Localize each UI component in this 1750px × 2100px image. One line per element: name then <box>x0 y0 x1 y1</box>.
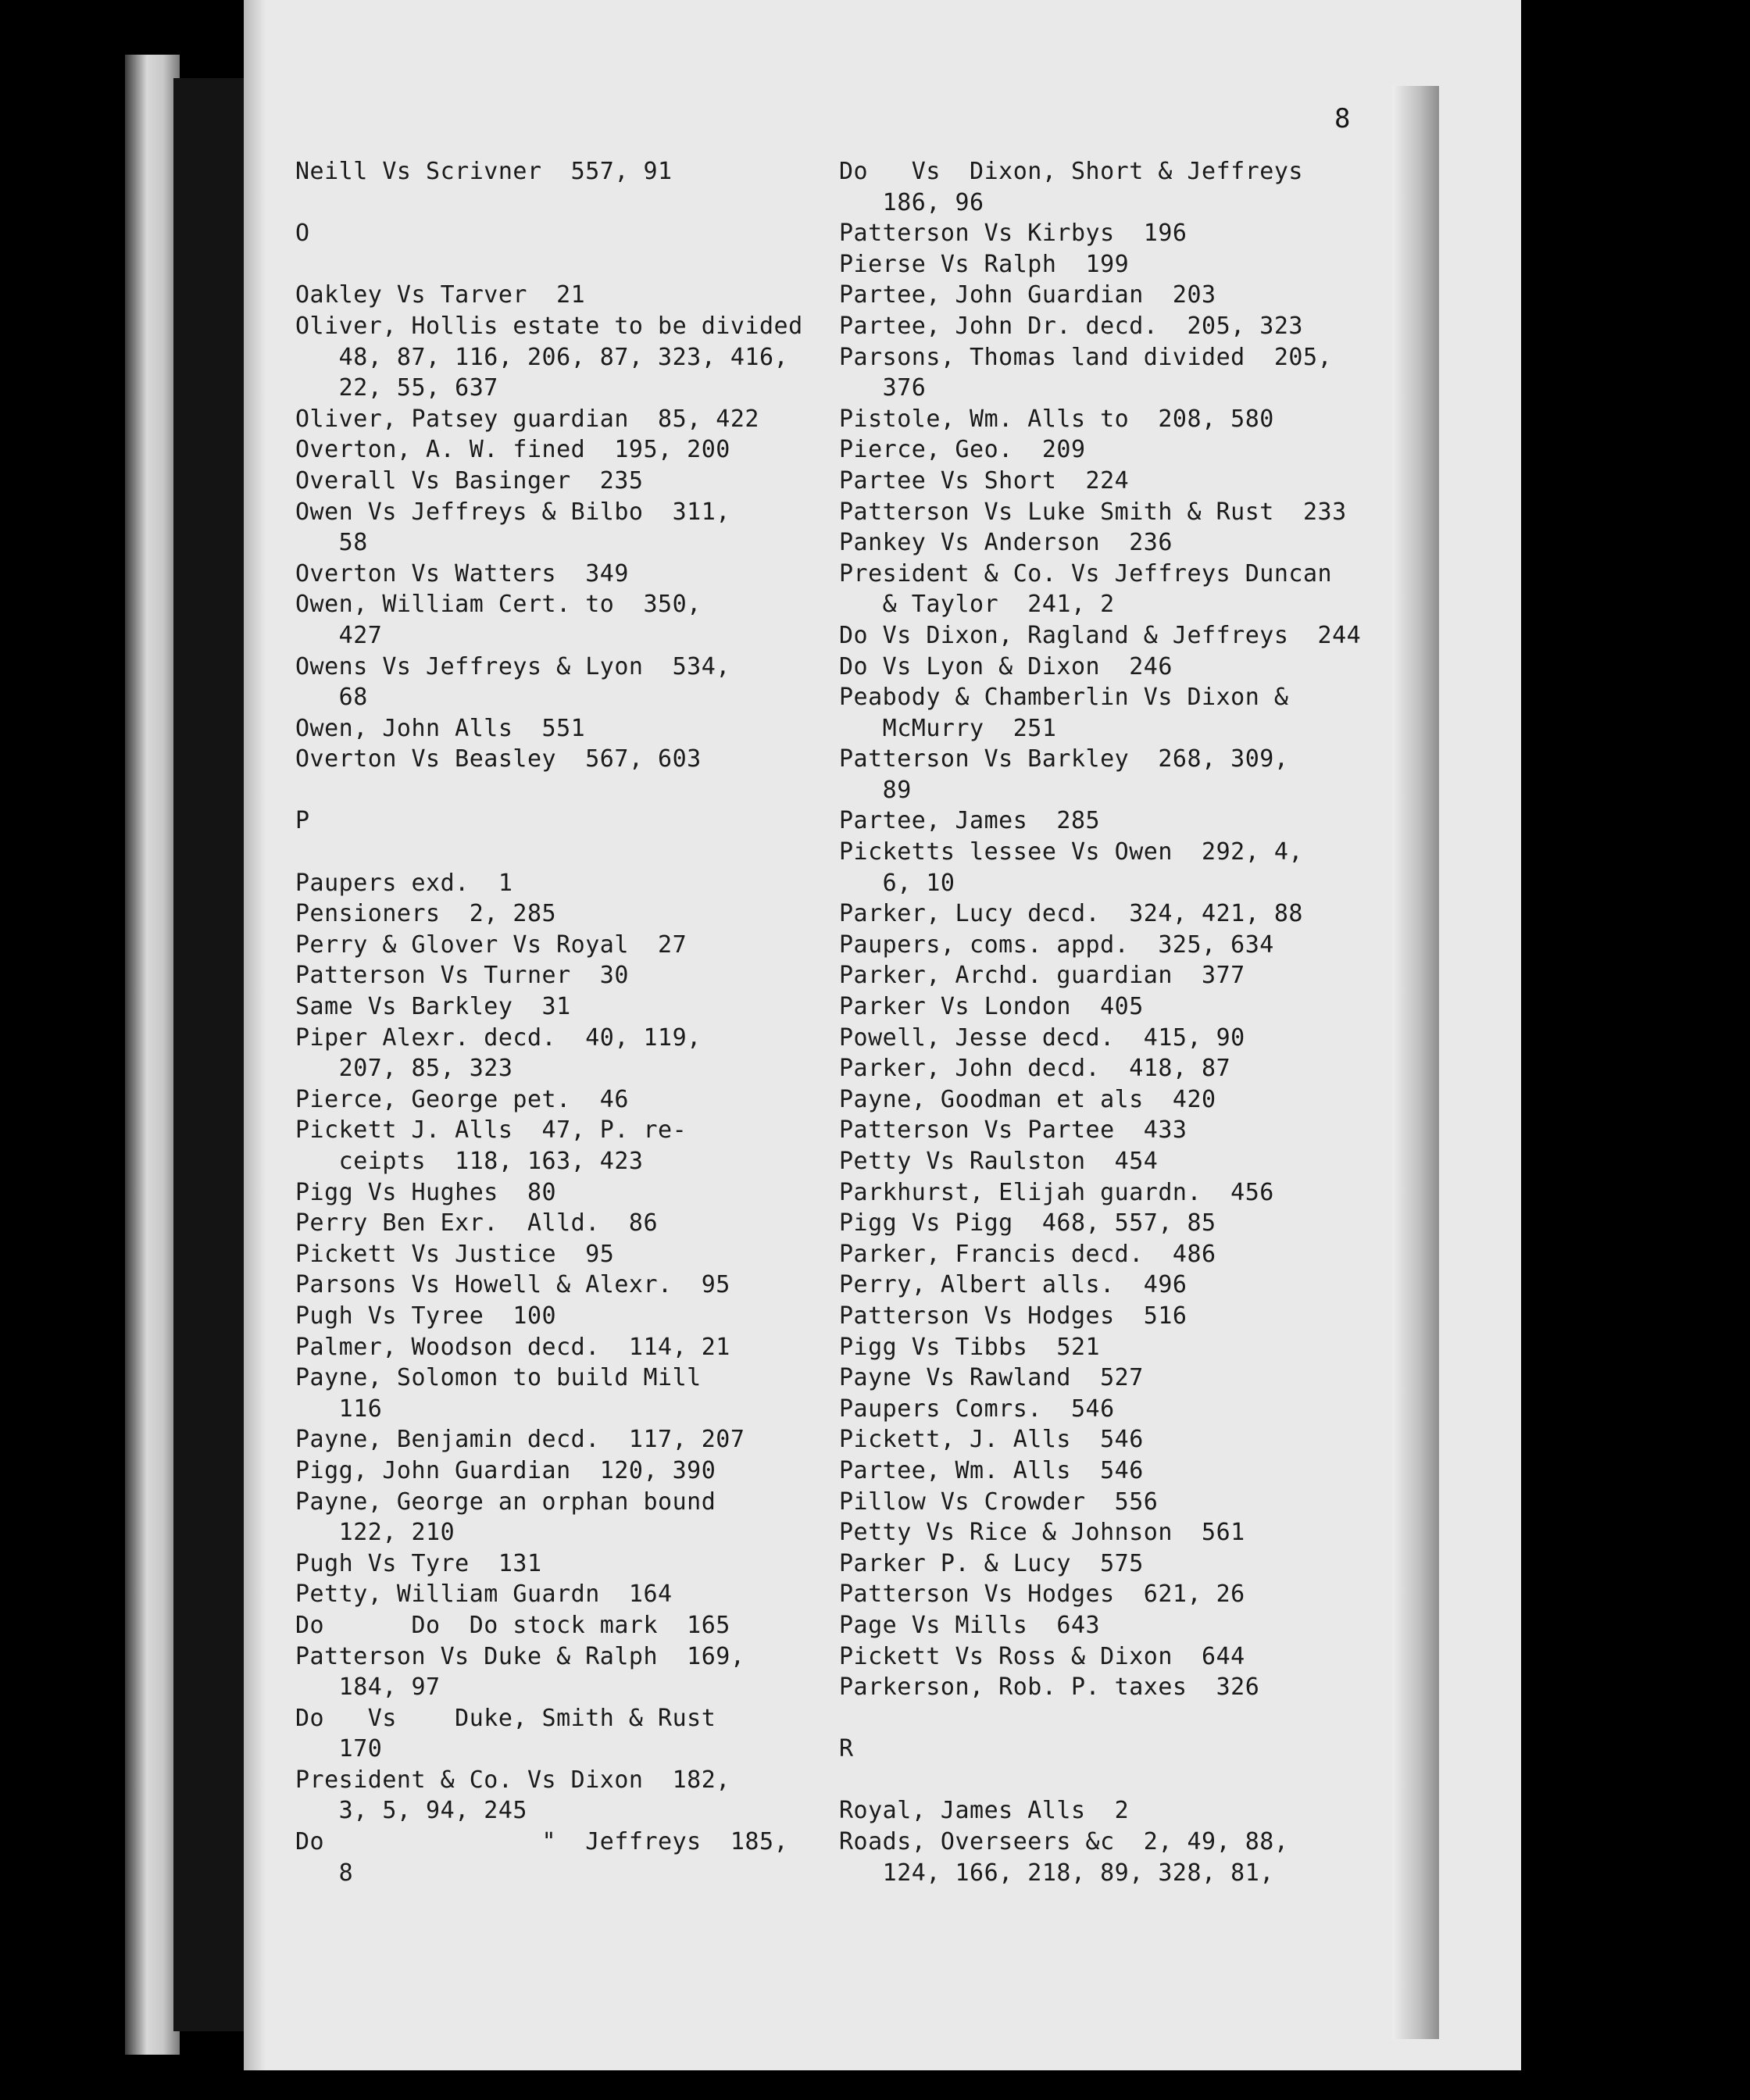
left-column-entry <box>295 775 842 806</box>
left-column-entry: Pugh Vs Tyre 131 <box>295 1549 542 1577</box>
left-column-entry: Parsons Vs Howell & Alexr. 95 <box>295 1271 730 1299</box>
left-column-entry: O <box>295 220 310 248</box>
left-column-entry: 3, 5, 94, 245 <box>295 1797 527 1825</box>
left-column-entry: Perry Ben Exr. Alld. 86 <box>295 1209 659 1238</box>
right-column-entry: Do Vs Lyon & Dixon 246 <box>839 652 1173 680</box>
right-column-entry: Partee Vs Short 224 <box>839 466 1130 495</box>
right-column-entry: Pickett Vs Ross & Dixon 644 <box>839 1642 1245 1670</box>
left-column-entry: 427 <box>295 621 383 649</box>
right-column-entry: Pillow Vs Crowder 556 <box>839 1488 1159 1516</box>
left-column-entry: Pensioners 2, 285 <box>295 900 557 928</box>
right-column-entry: Pierce, Geo. 209 <box>839 436 1086 464</box>
right-column-entry: Partee, Wm. Alls 546 <box>839 1456 1144 1484</box>
right-column-entry: Partee, James 285 <box>839 807 1101 835</box>
right-column-entry: Parker P. & Lucy 575 <box>839 1549 1144 1577</box>
left-column-entry: Patterson Vs Turner 30 <box>295 962 629 990</box>
right-column-entry: Payne Vs Rawland 527 <box>839 1364 1144 1392</box>
left-column-entry: 22, 55, 637 <box>295 374 498 402</box>
right-column-entry: Parkerson, Rob. P. taxes 326 <box>839 1673 1260 1702</box>
left-column-entry: President & Co. Vs Dixon 182, <box>295 1766 730 1794</box>
right-column-entry: Partee, John Dr. decd. 205, 323 <box>839 312 1303 340</box>
right-column-entry: Do Vs Dixon, Ragland & Jeffreys 244 <box>839 621 1362 649</box>
right-column-entry: Patterson Vs Barkley 268, 309, <box>839 745 1289 773</box>
left-column-entry: Overton, A. W. fined 195, 200 <box>295 436 730 464</box>
left-column-entry: Pierce, George pet. 46 <box>295 1085 629 1113</box>
left-column-entry: Palmer, Woodson decd. 114, 21 <box>295 1333 730 1361</box>
right-column-entry: Parker Vs London 405 <box>839 993 1144 1021</box>
left-column-entry: 122, 210 <box>295 1519 455 1547</box>
left-column-entry: Petty, William Guardn 164 <box>295 1580 673 1609</box>
right-column-entry: Pigg Vs Pigg 468, 557, 85 <box>839 1209 1216 1238</box>
right-column-entry: Petty Vs Rice & Johnson 561 <box>839 1519 1245 1547</box>
left-column-entry: 207, 85, 323 <box>295 1055 513 1083</box>
right-column-entry: Patterson Vs Luke Smith & Rust 233 <box>839 498 1347 526</box>
right-column-entry: 124, 166, 218, 89, 328, 81, <box>839 1859 1274 1887</box>
right-column-entry: Patterson Vs Partee 433 <box>839 1116 1188 1145</box>
right-column-entry: Perry, Albert alls. 496 <box>839 1271 1188 1299</box>
binding-edge <box>125 55 180 2055</box>
right-column-entry: Pistole, Wm. Alls to 208, 580 <box>839 405 1274 433</box>
binding-gutter <box>173 78 244 2031</box>
left-column-entry: P <box>295 807 310 835</box>
right-column-entry: Paupers, coms. appd. 325, 634 <box>839 930 1274 959</box>
left-column-entry: Oliver, Hollis estate to be divided <box>295 312 803 340</box>
right-column-entry: Pickett, J. Alls 546 <box>839 1426 1144 1454</box>
left-column-entry: Pigg Vs Hughes 80 <box>295 1178 557 1206</box>
left-column-entry: Overton Vs Beasley 567, 603 <box>295 745 702 773</box>
right-column-entry <box>839 1703 1386 1734</box>
right-column-entry: Pigg Vs Tibbs 521 <box>839 1333 1101 1361</box>
left-column-entry: Oliver, Patsey guardian 85, 422 <box>295 405 759 433</box>
left-column-entry: Do Vs Duke, Smith & Rust <box>295 1704 716 1732</box>
index-page <box>244 0 1521 2070</box>
left-column-entry: Paupers exd. 1 <box>295 869 513 897</box>
left-column-entry: Owen, William Cert. to 350, <box>295 591 702 619</box>
left-column-entry: Owen, John Alls 551 <box>295 714 586 742</box>
left-column-entry: Piper Alexr. decd. 40, 119, <box>295 1023 702 1052</box>
right-column-entry: Page Vs Mills 643 <box>839 1611 1101 1639</box>
right-column-entry: Pierse Vs Ralph 199 <box>839 250 1130 278</box>
right-column-entry: Parker, Archd. guardian 377 <box>839 962 1245 990</box>
left-column-entry: Overall Vs Basinger 235 <box>295 466 644 495</box>
left-column-entry: Pickett J. Alls 47, P. re- <box>295 1116 688 1145</box>
left-column-entry: Overton Vs Watters 349 <box>295 559 629 588</box>
left-column-entry: 8 <box>295 1859 354 1887</box>
right-column-entry: Patterson Vs Kirbys 196 <box>839 220 1188 248</box>
left-column-entry: Payne, Solomon to build Mill <box>295 1364 702 1392</box>
left-column-entry <box>295 837 842 868</box>
right-column-entry: Petty Vs Raulston 454 <box>839 1148 1159 1175</box>
left-column-entry: Patterson Vs Duke & Ralph 169, <box>295 1642 745 1670</box>
right-index-column <box>839 156 1386 1888</box>
left-column-entry <box>295 249 842 280</box>
left-column-entry: Payne, George an orphan bound <box>295 1488 716 1516</box>
right-column-entry: President & Co. Vs Jeffreys Duncan <box>839 559 1333 588</box>
right-column-entry: Peabody & Chamberlin Vs Dixon & <box>839 684 1289 712</box>
right-column-entry: Parkhurst, Elijah guardn. 456 <box>839 1178 1274 1206</box>
right-column-entry: Powell, Jesse decd. 415, 90 <box>839 1023 1245 1052</box>
left-column-entry: Owen Vs Jeffreys & Bilbo 311, <box>295 498 730 526</box>
right-column-entry: Royal, James Alls 2 <box>839 1797 1130 1825</box>
page-shadow <box>244 0 266 2070</box>
right-column-entry: Pankey Vs Anderson 236 <box>839 529 1173 557</box>
right-column-entry: R <box>839 1735 854 1763</box>
right-column-entry: & Taylor 241, 2 <box>839 591 1115 619</box>
right-column-entry: 186, 96 <box>839 188 984 216</box>
right-column-entry: Patterson Vs Hodges 621, 26 <box>839 1580 1245 1609</box>
left-column-entry: Same Vs Barkley 31 <box>295 993 571 1021</box>
right-column-entry: Roads, Overseers &c 2, 49, 88, <box>839 1828 1289 1856</box>
right-column-entry: Payne, Goodman et als 420 <box>839 1085 1216 1113</box>
left-column-entry: Owens Vs Jeffreys & Lyon 534, <box>295 652 730 680</box>
left-column-entry: Pugh Vs Tyree 100 <box>295 1302 557 1330</box>
right-column-entry: Patterson Vs Hodges 516 <box>839 1302 1188 1330</box>
page-curl <box>1392 86 1439 2039</box>
right-column-entry: Parker, Francis decd. 486 <box>839 1240 1216 1268</box>
left-column-entry: 48, 87, 116, 206, 87, 323, 416, <box>295 343 789 371</box>
right-column-entry <box>839 1765 1386 1796</box>
left-column-entry: Payne, Benjamin decd. 117, 207 <box>295 1426 745 1454</box>
left-index-column <box>295 156 842 1888</box>
left-column-entry: Perry & Glover Vs Royal 27 <box>295 930 688 959</box>
right-column-entry: 6, 10 <box>839 869 955 897</box>
left-column-entry: Do " Jeffreys 185, <box>295 1828 789 1856</box>
right-column-entry: 376 <box>839 374 927 402</box>
right-column-entry: Partee, John Guardian 203 <box>839 281 1216 309</box>
right-column-entry: Picketts lessee Vs Owen 292, 4, <box>839 838 1303 866</box>
left-column-entry: 58 <box>295 529 368 557</box>
right-column-entry: Paupers Comrs. 546 <box>839 1395 1115 1423</box>
left-column-entry: Do Do Do stock mark 165 <box>295 1611 730 1639</box>
left-column-entry <box>295 188 842 219</box>
left-column-entry: ceipts 118, 163, 423 <box>295 1148 644 1175</box>
left-column-entry: 116 <box>295 1395 383 1423</box>
left-column-entry: Oakley Vs Tarver 21 <box>295 281 586 309</box>
right-column-entry: Do Vs Dixon, Short & Jeffreys <box>839 158 1303 185</box>
right-column-entry: Parker, John decd. 418, 87 <box>839 1055 1231 1083</box>
left-column-entry: 170 <box>295 1735 383 1763</box>
right-column-entry: McMurry 251 <box>839 714 1057 742</box>
left-column-entry: 184, 97 <box>295 1673 441 1702</box>
left-column-entry: Pigg, John Guardian 120, 390 <box>295 1456 716 1484</box>
right-column-entry: Parsons, Thomas land divided 205, <box>839 343 1333 371</box>
left-column-entry: Neill Vs Scrivner 557, 91 <box>295 158 673 185</box>
left-column-entry: 68 <box>295 684 368 712</box>
right-column-entry: 89 <box>839 776 912 804</box>
page-number: 8 <box>1334 103 1351 134</box>
right-column-entry: Parker, Lucy decd. 324, 421, 88 <box>839 900 1303 928</box>
left-column-entry: Pickett Vs Justice 95 <box>295 1240 615 1268</box>
